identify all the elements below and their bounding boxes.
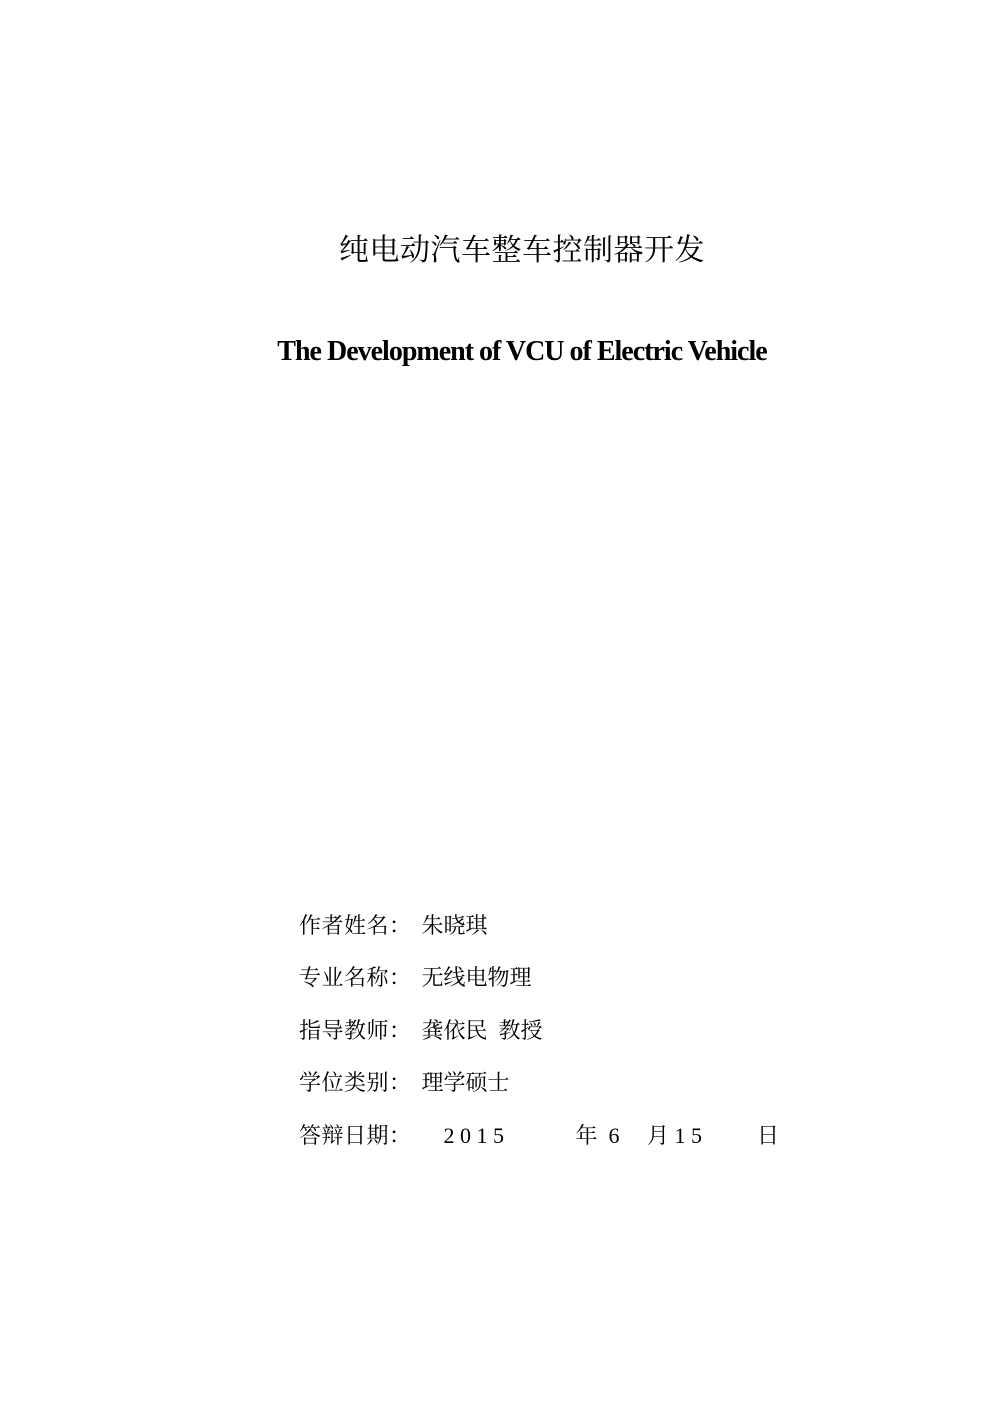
thesis-info-block: [266, 847, 780, 1148]
info-value: 朱晓琪: [421, 912, 488, 938]
info-value: 理学硕士: [421, 1070, 510, 1095]
info-label: 学位类别：: [299, 1070, 412, 1095]
thesis-title-english: The Development of VCU of Electric Vehicle: [277, 336, 767, 367]
info-value: 2 0 1 5 年 6 月 1 5 日: [421, 1122, 780, 1148]
info-value: 龚依民 教授: [421, 1017, 543, 1043]
info-label: 答辩日期：: [299, 1122, 412, 1148]
info-label: 指导教师：: [299, 1017, 412, 1043]
info-value: 无线电物理: [421, 965, 532, 990]
thesis-title-chinese: 纯电动汽车整车控制器开发: [339, 234, 705, 267]
info-row-author-name: [266, 847, 779, 938]
info-label: 专业名称：: [299, 965, 412, 990]
info-label: 作者姓名：: [299, 912, 412, 938]
